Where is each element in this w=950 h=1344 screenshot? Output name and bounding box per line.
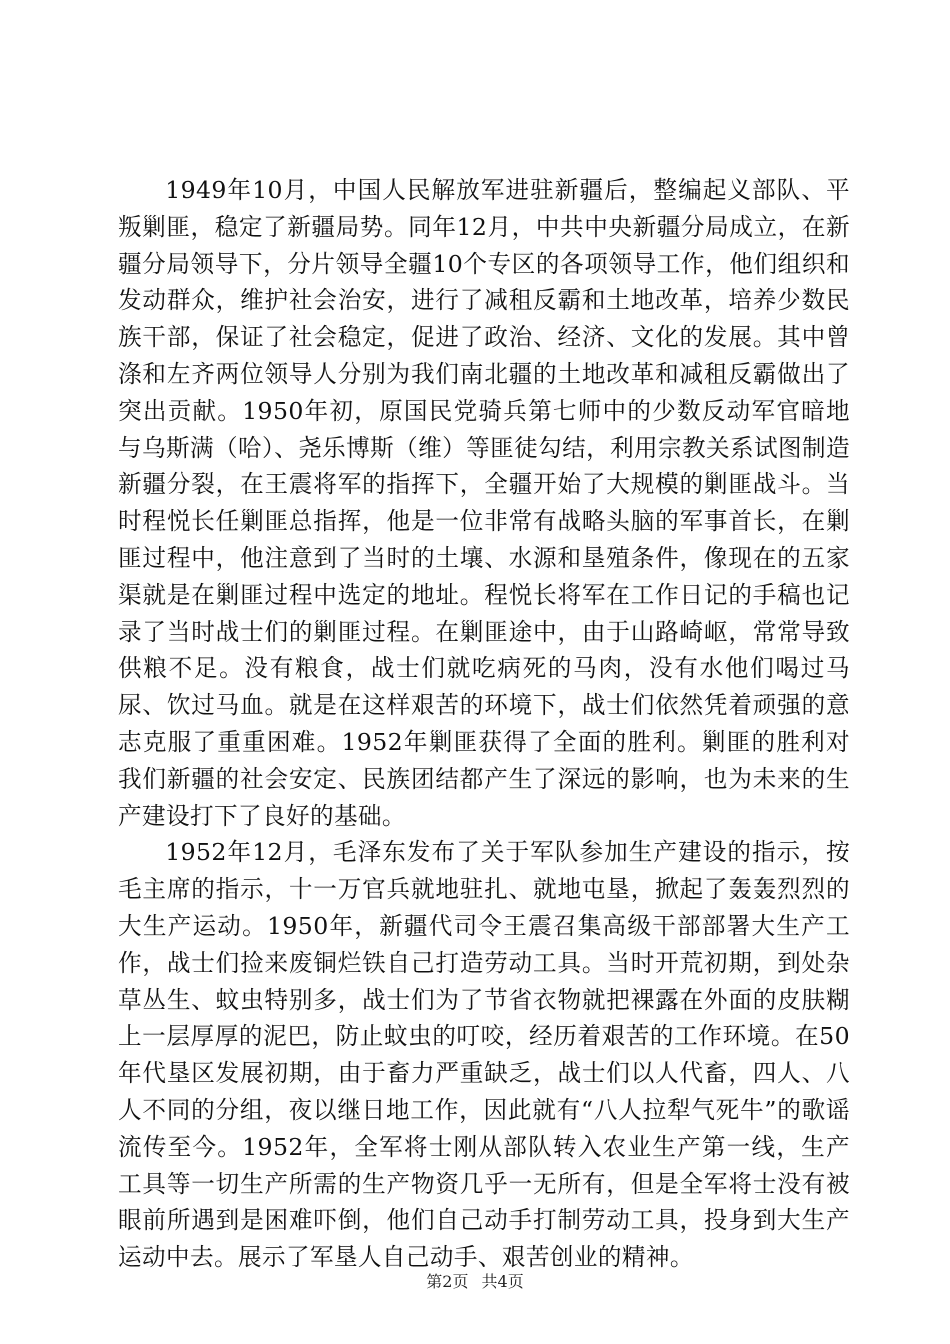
page-total: 共4页 bbox=[481, 1272, 524, 1291]
body-text bbox=[118, 172, 850, 1276]
page-footer bbox=[0, 1272, 950, 1292]
page-number: 第2页 bbox=[426, 1272, 469, 1291]
paragraph-2: 1952年12月，毛泽东发布了关于军队参加生产建设的指示，按毛主席的指示，十一万官兵就地驻扎、就地屯垦，掀起了轰轰烈烈的大生产运动。1950年，新疆代司令王震召集高级干部部署大生产工作，战士们捡来废铜烂铁自己打造劳动工具。当时开荒初期，到处杂草丛生、蚊虫特别多，战士们为了节省衣物就把裸露在外面的皮肤糊上一层厚厚的泥巴，防止蚊虫的叮咬，经历着艰苦的工作环境。在50年代垦区发展初期，由于畜力严重缺乏，战士们以人代畜，四人、八人不同的分组，夜以继日地工作，因此就有“八人拉犁气死牛”的歌谣流传至今。1952年，全军将士刚从部队转入农业生产第一线，生产工具等一切生产所需的生产物资几乎一无所有，但是全军将士没有被眼前所遇到是困难吓倒，他们自己动手打制劳动工具，投身到大生产运动中去。展示了军垦人自己动手、艰苦创业的精神。 bbox=[118, 838, 850, 1272]
paragraph-1: 1949年10月，中国人民解放军进驻新疆后，整编起义部队、平叛剿匪，稳定了新疆局势。同年12月，中共中央新疆分局成立，在新疆分局领导下，分片领导全疆10个专区的各项领导工作，他们组织和发动群众，维护社会治安，进行了减租反霸和土地改革，培养少数民族干部，保证了社会稳定，促进了政治、经济、文化的发展。其中曾涤和左齐两位领导人分别为我们南北疆的土地改革和减租反霸做出了突出贡献。1950年初，原国民党骑兵第七师中的少数反动军官暗地与乌斯满（哈）、尧乐博斯（维）等匪徒勾结，利用宗教关系试图制造新疆分裂，在王震将军的指挥下，全疆开始了大规模的剿匪战斗。当时程悦长任剿匪总指挥，他是一位非常有战略头脑的军事首长，在剿匪过程中，他注意到了当时的土壤、水源和垦殖条件，像现在的五家渠就是在剿匪过程中选定的地址。程悦长将军在工作日记的手稿也记录了当时战士们的剿匪过程。在剿匪途中，由于山路崎岖，常常导致供粮不足。没有粮食，战士们就吃病死的马肉，没有水他们喝过马尿、饮过马血。就是在这样艰苦的环境下，战士们依然凭着顽强的意志克服了重重困难。1952年剿匪获得了全面的胜利。剿匪的胜利对我们新疆的社会安定、民族团结都产生了深远的影响，也为未来的生产建设打下了良好的基础。 bbox=[118, 176, 851, 830]
